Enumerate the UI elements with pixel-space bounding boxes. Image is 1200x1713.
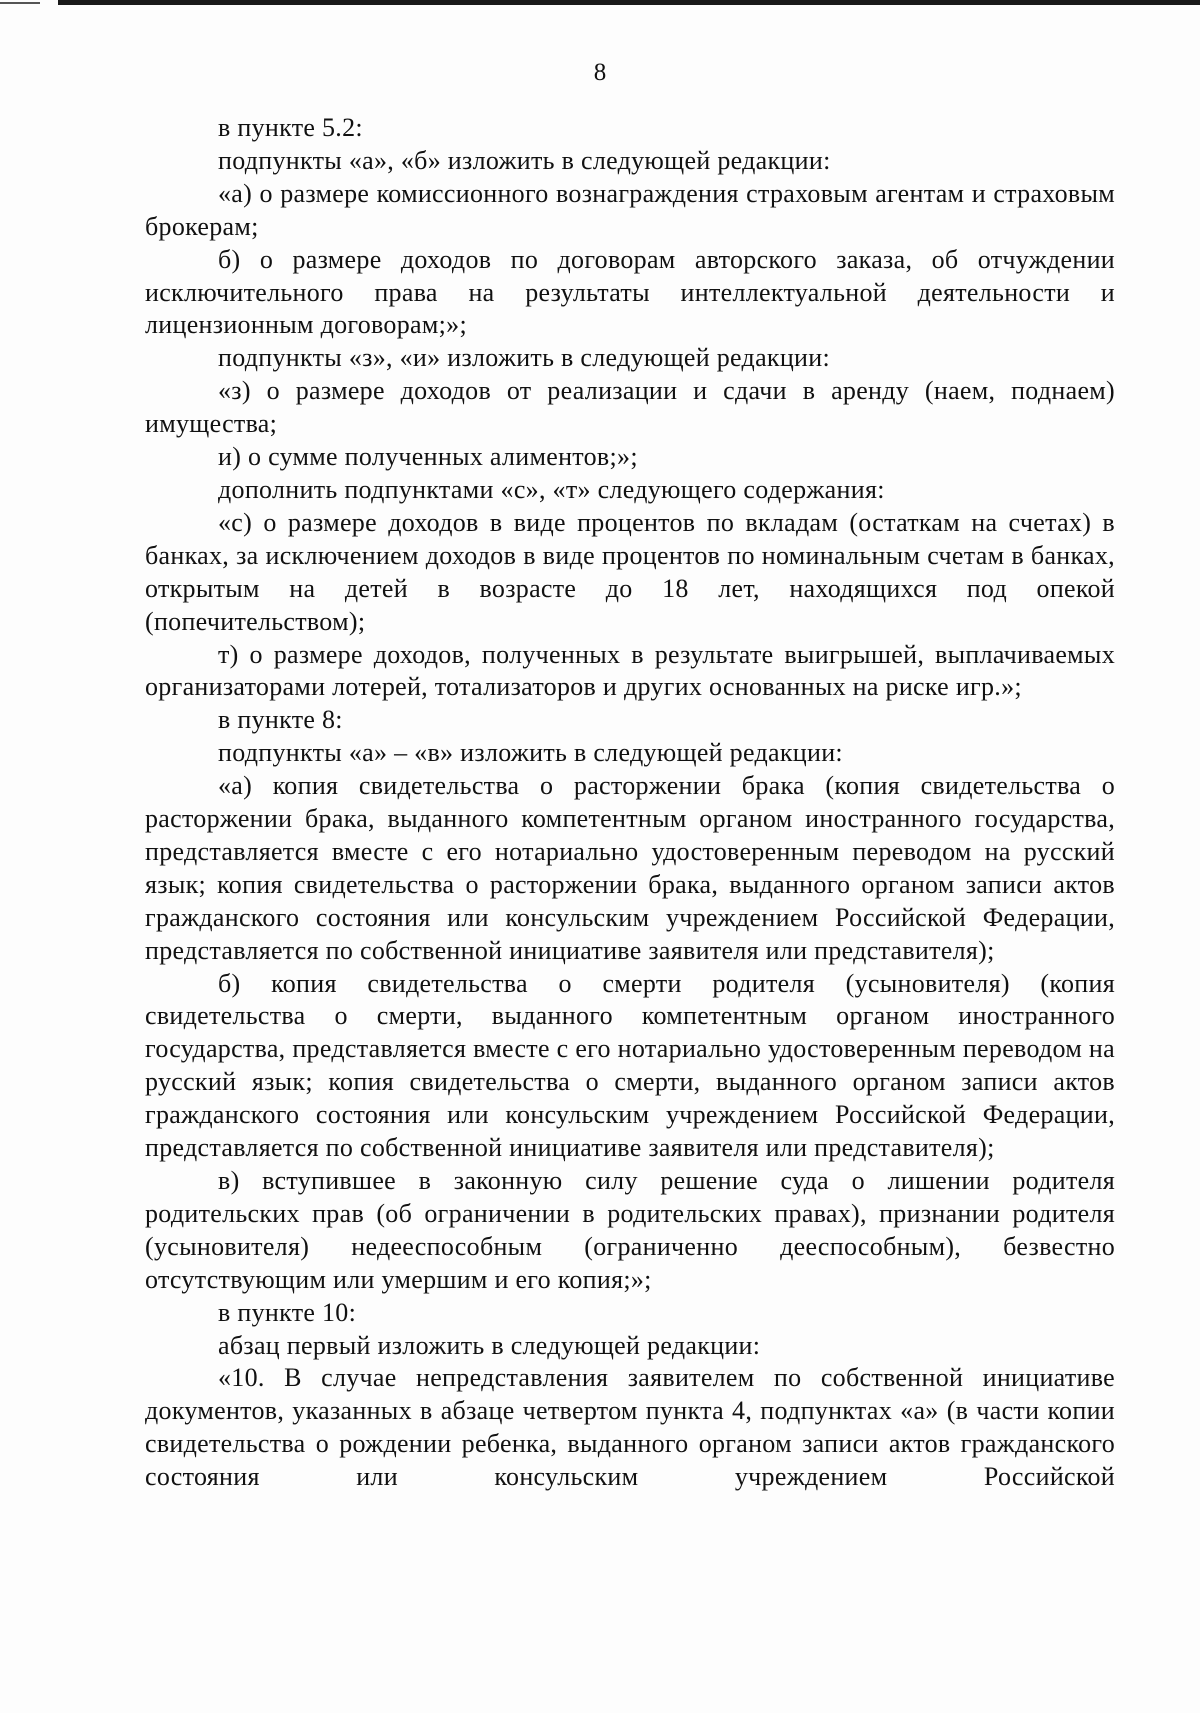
paragraph: в пункте 5.2: (218, 113, 363, 142)
scan-top-edge-left (0, 2, 40, 4)
paragraph: дополнить подпунктами «с», «т» следующего содержания: (218, 474, 885, 504)
paragraph: «а) копия свидетельства о расторжении брака (копия свидетельства о расторжении брака, выданного компетентным органом иностранного государства, представляется вместе с его нотариально удостоверенным переводом на русский язык; копия свидетельства о расторжении брака, выданного органом записи актов гражданского состояния или консульским учреждением Российской Федерации, представляется по собственной инициативе заявителя или представителя); (145, 771, 1115, 965)
paragraph: в пункте 8: (218, 705, 343, 735)
paragraph: «а) о размере комиссионного вознаграждения страховым агентам и страховым брокерам; (145, 178, 1115, 241)
paragraph: «с) о размере доходов в виде процентов по вкладам (остаткам на счетах) в банках, за исключением доходов в виде процентов по номинальным счетам в банках, открытым на детей в возрасте до 18 лет, находящихся под опекой (попечительством); (145, 507, 1115, 636)
scan-top-edge (58, 0, 1200, 5)
page-number: 8 (593, 59, 607, 86)
paragraph: подпункты «з», «и» изложить в следующей редакции: (218, 343, 831, 373)
paragraph: подпункты «а», «б» изложить в следующей редакции: (218, 145, 831, 175)
paragraph: абзац первый изложить в следующей редакции: (218, 1330, 761, 1360)
paragraph: «з) о размере доходов от реализации и сдачи в аренду (наем, поднаем) имущества; (145, 376, 1115, 439)
paragraph: в пункте 10: (218, 1297, 357, 1327)
paragraph: б) копия свидетельства о смерти родителя (усыновителя) (копия свидетельства о смерти, выданного компетентным органом иностранного государства, представляется вместе с его нотариально удостоверенным переводом на русский язык; копия свидетельства о смерти, выданного органом записи актов гражданского состояния или консульским учреждением Российской Федерации, представляется по собственной инициативе заявителя или представителя); (145, 968, 1115, 1163)
paragraph: и) о сумме полученных алиментов;»; (218, 442, 638, 472)
paragraph: «10. В случае непредставления заявителем по собственной инициативе документов, указанных в абзаце четвертом пункта 4, подпунктах «а» (в части копии свидетельства о рождении ребенка, выданного органом записи актов гражданского состояния или консульским учреждением Российской (145, 1363, 1115, 1492)
document-body (145, 112, 1115, 1494)
paragraph: т) о размере доходов, полученных в результате выигрышей, выплачиваемых организаторами лотерей, тотализаторов и других основанных на риске игр.»; (145, 639, 1115, 702)
paragraph: подпункты «а» – «в» изложить в следующей редакции: (218, 738, 843, 768)
paragraph: б) о размере доходов по договорам авторского заказа, об отчуждении исключительного права на результаты интеллектуальной деятельности и лицензионным договорам;»; (145, 244, 1115, 340)
paragraph: в) вступившее в законную силу решение суда о лишении родителя родительских прав (об ограничении в родительских правах), признании родителя (усыновителя) недееспособным (ограниченно дееспособным), безвестно отсутствующим или умершим и его копия;»; (145, 1166, 1115, 1294)
